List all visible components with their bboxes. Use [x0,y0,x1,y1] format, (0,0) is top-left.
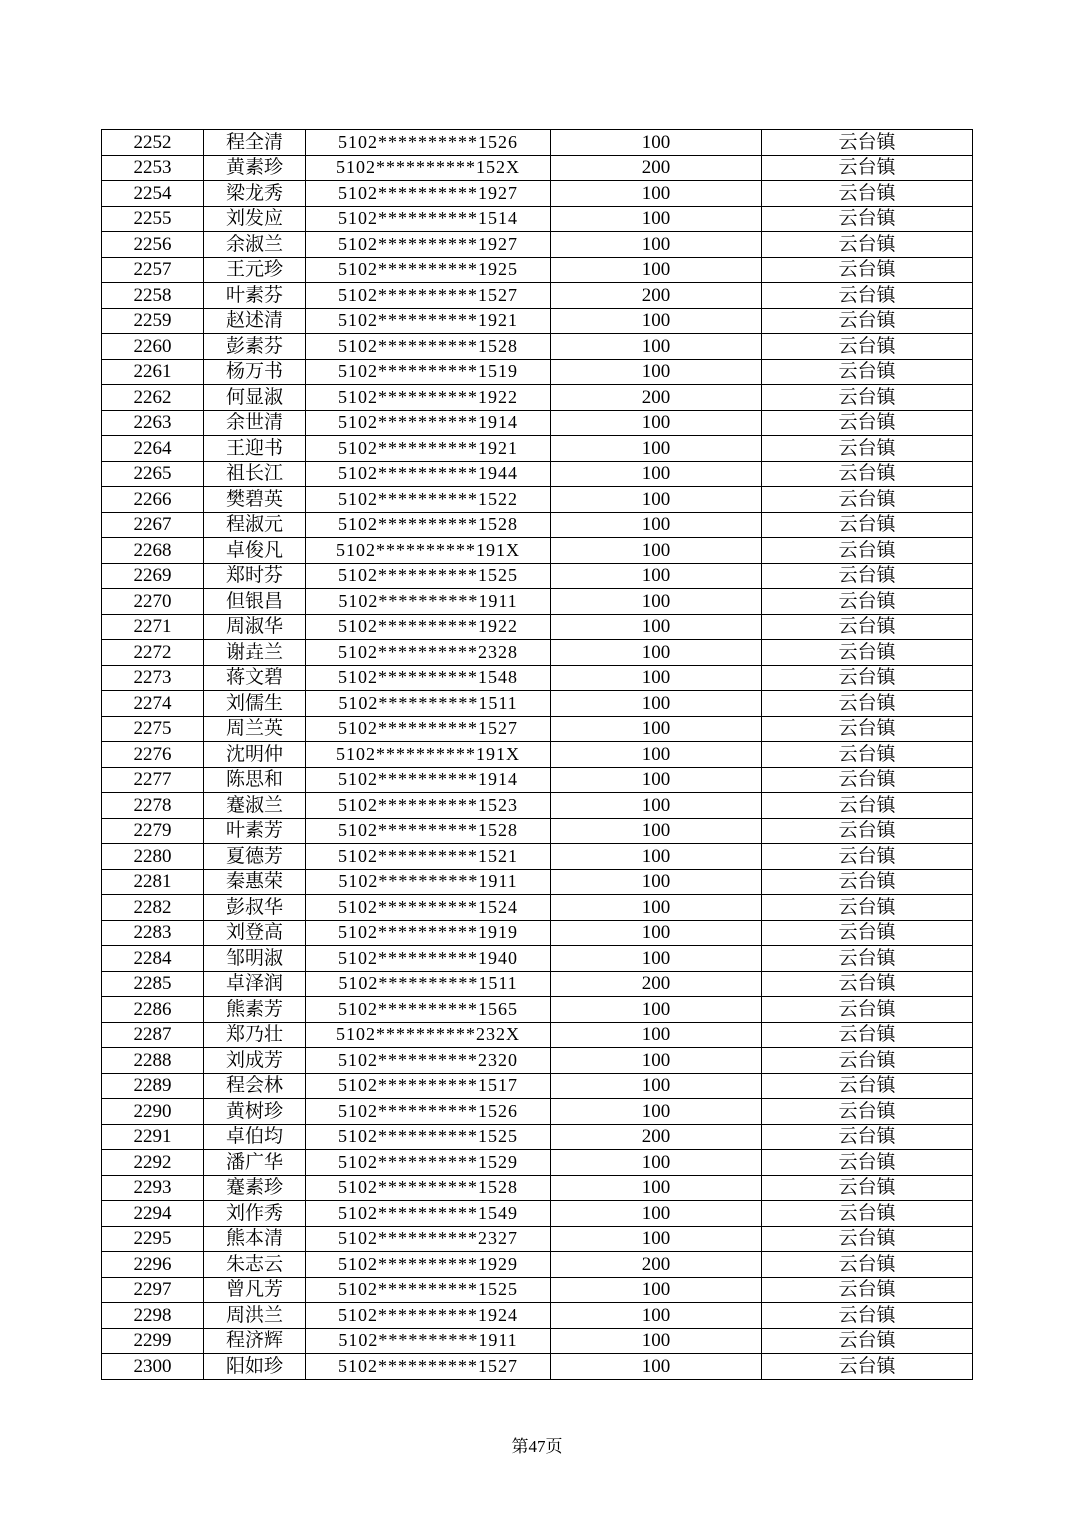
name-cell: 卓泽润 [204,971,306,997]
amount-cell: 100 [551,334,762,360]
id-number-cell: 5102**********1527 [306,283,551,309]
town-cell: 云台镇 [762,232,973,258]
id-number-cell: 5102**********2328 [306,640,551,666]
name-cell: 刘发应 [204,206,306,232]
row-index-cell: 2279 [102,818,204,844]
town-cell: 云台镇 [762,1175,973,1201]
town-cell: 云台镇 [762,997,973,1023]
name-cell: 周淑华 [204,614,306,640]
id-number-cell: 5102**********1548 [306,665,551,691]
row-index-cell: 2254 [102,181,204,207]
table-row [102,130,973,156]
row-index-cell: 2259 [102,308,204,334]
row-index-cell: 2282 [102,895,204,921]
table-row [102,1099,973,1125]
table-row [102,257,973,283]
row-index-cell: 2299 [102,1328,204,1354]
amount-cell: 100 [551,232,762,258]
id-number-cell: 5102**********1944 [306,461,551,487]
id-number-cell: 5102**********1919 [306,920,551,946]
town-cell: 云台镇 [762,589,973,615]
town-cell: 云台镇 [762,130,973,156]
name-cell: 彭叔华 [204,895,306,921]
table-row [102,1303,973,1329]
amount-cell: 100 [551,665,762,691]
row-index-cell: 2273 [102,665,204,691]
table-row [102,487,973,513]
table-row [102,181,973,207]
row-index-cell: 2261 [102,359,204,385]
town-cell: 云台镇 [762,869,973,895]
amount-cell: 100 [551,1354,762,1380]
table-row [102,232,973,258]
amount-cell: 100 [551,997,762,1023]
table-row [102,895,973,921]
name-cell: 熊素芳 [204,997,306,1023]
table-row [102,844,973,870]
town-cell: 云台镇 [762,283,973,309]
name-cell: 杨万书 [204,359,306,385]
name-cell: 程全清 [204,130,306,156]
row-index-cell: 2289 [102,1073,204,1099]
id-number-cell: 5102**********1521 [306,844,551,870]
id-number-cell: 5102**********1528 [306,334,551,360]
name-cell: 朱志云 [204,1252,306,1278]
amount-cell: 100 [551,1328,762,1354]
name-cell: 祖长江 [204,461,306,487]
name-cell: 黄树珍 [204,1099,306,1125]
amount-cell: 200 [551,1124,762,1150]
id-number-cell: 5102**********1511 [306,971,551,997]
town-cell: 云台镇 [762,1354,973,1380]
name-cell: 秦惠荣 [204,869,306,895]
name-cell: 梁龙秀 [204,181,306,207]
row-index-cell: 2290 [102,1099,204,1125]
amount-cell: 100 [551,589,762,615]
row-index-cell: 2277 [102,767,204,793]
town-cell: 云台镇 [762,206,973,232]
table-row [102,308,973,334]
id-number-cell: 5102**********1924 [306,1303,551,1329]
row-index-cell: 2287 [102,1022,204,1048]
amount-cell: 100 [551,1022,762,1048]
town-cell: 云台镇 [762,334,973,360]
id-number-cell: 5102**********1565 [306,997,551,1023]
name-cell: 刘作秀 [204,1201,306,1227]
name-cell: 黄素珍 [204,155,306,181]
amount-cell: 200 [551,385,762,411]
amount-cell: 100 [551,359,762,385]
amount-cell: 100 [551,512,762,538]
town-cell: 云台镇 [762,1226,973,1252]
amount-cell: 100 [551,614,762,640]
row-index-cell: 2294 [102,1201,204,1227]
town-cell: 云台镇 [762,1201,973,1227]
amount-cell: 200 [551,155,762,181]
table-row [102,1022,973,1048]
id-number-cell: 5102**********1921 [306,436,551,462]
row-index-cell: 2296 [102,1252,204,1278]
table-row [102,716,973,742]
table-row [102,1252,973,1278]
table-row [102,997,973,1023]
amount-cell: 100 [551,436,762,462]
id-number-cell: 5102**********1927 [306,232,551,258]
id-number-cell: 5102**********2327 [306,1226,551,1252]
table-row [102,869,973,895]
town-cell: 云台镇 [762,895,973,921]
amount-cell: 100 [551,1201,762,1227]
row-index-cell: 2288 [102,1048,204,1074]
id-number-cell: 5102**********1514 [306,206,551,232]
row-index-cell: 2262 [102,385,204,411]
id-number-cell: 5102**********1528 [306,1175,551,1201]
name-cell: 刘成芳 [204,1048,306,1074]
town-cell: 云台镇 [762,1303,973,1329]
id-number-cell: 5102**********1525 [306,563,551,589]
table-row [102,920,973,946]
table-row [102,589,973,615]
row-index-cell: 2252 [102,130,204,156]
name-cell: 叶素芬 [204,283,306,309]
town-cell: 云台镇 [762,818,973,844]
town-cell: 云台镇 [762,1022,973,1048]
row-index-cell: 2263 [102,410,204,436]
name-cell: 曾凡芳 [204,1277,306,1303]
page-number: 第47页 [511,1437,563,1456]
row-index-cell: 2293 [102,1175,204,1201]
table-row [102,1201,973,1227]
name-cell: 余淑兰 [204,232,306,258]
row-index-cell: 2272 [102,640,204,666]
town-cell: 云台镇 [762,1277,973,1303]
amount-cell: 100 [551,1048,762,1074]
data-table [101,129,973,1380]
table-row [102,283,973,309]
id-number-cell: 5102**********1911 [306,1328,551,1354]
id-number-cell: 5102**********1517 [306,1073,551,1099]
amount-cell: 100 [551,1226,762,1252]
table-row [102,410,973,436]
row-index-cell: 2258 [102,283,204,309]
table-row [102,461,973,487]
name-cell: 何显淑 [204,385,306,411]
table-row [102,946,973,972]
amount-cell: 100 [551,920,762,946]
table-row [102,665,973,691]
amount-cell: 100 [551,793,762,819]
name-cell: 阳如珍 [204,1354,306,1380]
amount-cell: 100 [551,538,762,564]
id-number-cell: 5102**********1921 [306,308,551,334]
row-index-cell: 2274 [102,691,204,717]
id-number-cell: 5102**********1523 [306,793,551,819]
id-number-cell: 5102**********1526 [306,130,551,156]
row-index-cell: 2269 [102,563,204,589]
town-cell: 云台镇 [762,1124,973,1150]
town-cell: 云台镇 [762,1048,973,1074]
table-body [102,130,973,1380]
name-cell: 周兰英 [204,716,306,742]
table-row [102,971,973,997]
row-index-cell: 2271 [102,614,204,640]
row-index-cell: 2295 [102,1226,204,1252]
id-number-cell: 5102**********1922 [306,385,551,411]
town-cell: 云台镇 [762,410,973,436]
amount-cell: 100 [551,844,762,870]
table-row [102,1048,973,1074]
name-cell: 蹇淑兰 [204,793,306,819]
table-row [102,691,973,717]
town-cell: 云台镇 [762,716,973,742]
town-cell: 云台镇 [762,614,973,640]
id-number-cell: 5102**********1527 [306,716,551,742]
table-row [102,1277,973,1303]
row-index-cell: 2298 [102,1303,204,1329]
town-cell: 云台镇 [762,563,973,589]
name-cell: 余世清 [204,410,306,436]
name-cell: 熊本清 [204,1226,306,1252]
name-cell: 谢垚兰 [204,640,306,666]
row-index-cell: 2260 [102,334,204,360]
name-cell: 程济辉 [204,1328,306,1354]
row-index-cell: 2253 [102,155,204,181]
name-cell: 卓俊凡 [204,538,306,564]
amount-cell: 100 [551,1277,762,1303]
name-cell: 樊碧英 [204,487,306,513]
amount-cell: 100 [551,487,762,513]
name-cell: 卓伯均 [204,1124,306,1150]
row-index-cell: 2285 [102,971,204,997]
town-cell: 云台镇 [762,512,973,538]
amount-cell: 100 [551,563,762,589]
table-row [102,155,973,181]
id-number-cell: 5102**********1519 [306,359,551,385]
row-index-cell: 2280 [102,844,204,870]
name-cell: 蒋文碧 [204,665,306,691]
row-index-cell: 2286 [102,997,204,1023]
row-index-cell: 2292 [102,1150,204,1176]
name-cell: 沈明仲 [204,742,306,768]
amount-cell: 100 [551,1099,762,1125]
row-index-cell: 2270 [102,589,204,615]
table-row [102,206,973,232]
town-cell: 云台镇 [762,1099,973,1125]
row-index-cell: 2276 [102,742,204,768]
town-cell: 云台镇 [762,1073,973,1099]
row-index-cell: 2281 [102,869,204,895]
town-cell: 云台镇 [762,691,973,717]
town-cell: 云台镇 [762,487,973,513]
table-row [102,1175,973,1201]
town-cell: 云台镇 [762,181,973,207]
id-number-cell: 5102**********1526 [306,1099,551,1125]
table-row [102,742,973,768]
amount-cell: 100 [551,257,762,283]
id-number-cell: 5102**********1549 [306,1201,551,1227]
amount-cell: 100 [551,130,762,156]
id-number-cell: 5102**********1929 [306,1252,551,1278]
amount-cell: 100 [551,716,762,742]
amount-cell: 100 [551,461,762,487]
id-number-cell: 5102**********1922 [306,614,551,640]
name-cell: 但银昌 [204,589,306,615]
name-cell: 刘登高 [204,920,306,946]
name-cell: 彭素芬 [204,334,306,360]
table-row [102,436,973,462]
town-cell: 云台镇 [762,385,973,411]
table-row [102,512,973,538]
table-row [102,1354,973,1380]
amount-cell: 100 [551,1073,762,1099]
id-number-cell: 5102**********1522 [306,487,551,513]
name-cell: 叶素芳 [204,818,306,844]
table-row [102,385,973,411]
id-number-cell: 5102**********191X [306,538,551,564]
table-row [102,1124,973,1150]
table-row [102,1150,973,1176]
id-number-cell: 5102**********1911 [306,869,551,895]
id-number-cell: 5102**********1940 [306,946,551,972]
amount-cell: 100 [551,181,762,207]
name-cell: 程会林 [204,1073,306,1099]
table-row [102,359,973,385]
id-number-cell: 5102**********1528 [306,818,551,844]
amount-cell: 100 [551,767,762,793]
amount-cell: 100 [551,691,762,717]
town-cell: 云台镇 [762,793,973,819]
id-number-cell: 5102**********1524 [306,895,551,921]
id-number-cell: 5102**********232X [306,1022,551,1048]
table-row [102,563,973,589]
name-cell: 陈思和 [204,767,306,793]
town-cell: 云台镇 [762,640,973,666]
table-row [102,1073,973,1099]
town-cell: 云台镇 [762,1252,973,1278]
id-number-cell: 5102**********1914 [306,767,551,793]
row-index-cell: 2278 [102,793,204,819]
amount-cell: 100 [551,869,762,895]
id-number-cell: 5102**********2320 [306,1048,551,1074]
name-cell: 郑时芬 [204,563,306,589]
town-cell: 云台镇 [762,767,973,793]
row-index-cell: 2257 [102,257,204,283]
id-number-cell: 5102**********1911 [306,589,551,615]
town-cell: 云台镇 [762,1328,973,1354]
name-cell: 夏德芳 [204,844,306,870]
name-cell: 周洪兰 [204,1303,306,1329]
amount-cell: 100 [551,640,762,666]
table-row [102,538,973,564]
town-cell: 云台镇 [762,155,973,181]
row-index-cell: 2255 [102,206,204,232]
name-cell: 程淑元 [204,512,306,538]
row-index-cell: 2284 [102,946,204,972]
id-number-cell: 5102**********1927 [306,181,551,207]
name-cell: 刘儒生 [204,691,306,717]
amount-cell: 100 [551,410,762,436]
table-row [102,614,973,640]
table-row [102,640,973,666]
amount-cell: 100 [551,206,762,232]
row-index-cell: 2266 [102,487,204,513]
name-cell: 王迎书 [204,436,306,462]
table-row [102,334,973,360]
id-number-cell: 5102**********1925 [306,257,551,283]
row-index-cell: 2256 [102,232,204,258]
town-cell: 云台镇 [762,1150,973,1176]
id-number-cell: 5102**********1525 [306,1277,551,1303]
town-cell: 云台镇 [762,971,973,997]
amount-cell: 100 [551,1303,762,1329]
row-index-cell: 2268 [102,538,204,564]
amount-cell: 100 [551,742,762,768]
town-cell: 云台镇 [762,920,973,946]
town-cell: 云台镇 [762,946,973,972]
town-cell: 云台镇 [762,436,973,462]
id-number-cell: 5102**********1511 [306,691,551,717]
name-cell: 蹇素珍 [204,1175,306,1201]
town-cell: 云台镇 [762,359,973,385]
id-number-cell: 5102**********1914 [306,410,551,436]
town-cell: 云台镇 [762,308,973,334]
row-index-cell: 2297 [102,1277,204,1303]
id-number-cell: 5102**********1525 [306,1124,551,1150]
amount-cell: 200 [551,283,762,309]
town-cell: 云台镇 [762,844,973,870]
amount-cell: 100 [551,946,762,972]
town-cell: 云台镇 [762,461,973,487]
id-number-cell: 5102**********1528 [306,512,551,538]
amount-cell: 100 [551,818,762,844]
name-cell: 王元珍 [204,257,306,283]
table-row [102,818,973,844]
name-cell: 郑乃壮 [204,1022,306,1048]
town-cell: 云台镇 [762,665,973,691]
row-index-cell: 2300 [102,1354,204,1380]
amount-cell: 100 [551,895,762,921]
name-cell: 邹明淑 [204,946,306,972]
table-row [102,767,973,793]
amount-cell: 100 [551,308,762,334]
name-cell: 潘广华 [204,1150,306,1176]
row-index-cell: 2267 [102,512,204,538]
name-cell: 赵述清 [204,308,306,334]
id-number-cell: 5102**********1527 [306,1354,551,1380]
amount-cell: 100 [551,1175,762,1201]
row-index-cell: 2265 [102,461,204,487]
row-index-cell: 2283 [102,920,204,946]
table-row [102,1226,973,1252]
amount-cell: 100 [551,1150,762,1176]
id-number-cell: 5102**********1529 [306,1150,551,1176]
table-row [102,1328,973,1354]
table-row [102,793,973,819]
id-number-cell: 5102**********191X [306,742,551,768]
amount-cell: 200 [551,1252,762,1278]
town-cell: 云台镇 [762,742,973,768]
town-cell: 云台镇 [762,257,973,283]
amount-cell: 200 [551,971,762,997]
row-index-cell: 2264 [102,436,204,462]
row-index-cell: 2275 [102,716,204,742]
row-index-cell: 2291 [102,1124,204,1150]
town-cell: 云台镇 [762,538,973,564]
id-number-cell: 5102**********152X [306,155,551,181]
